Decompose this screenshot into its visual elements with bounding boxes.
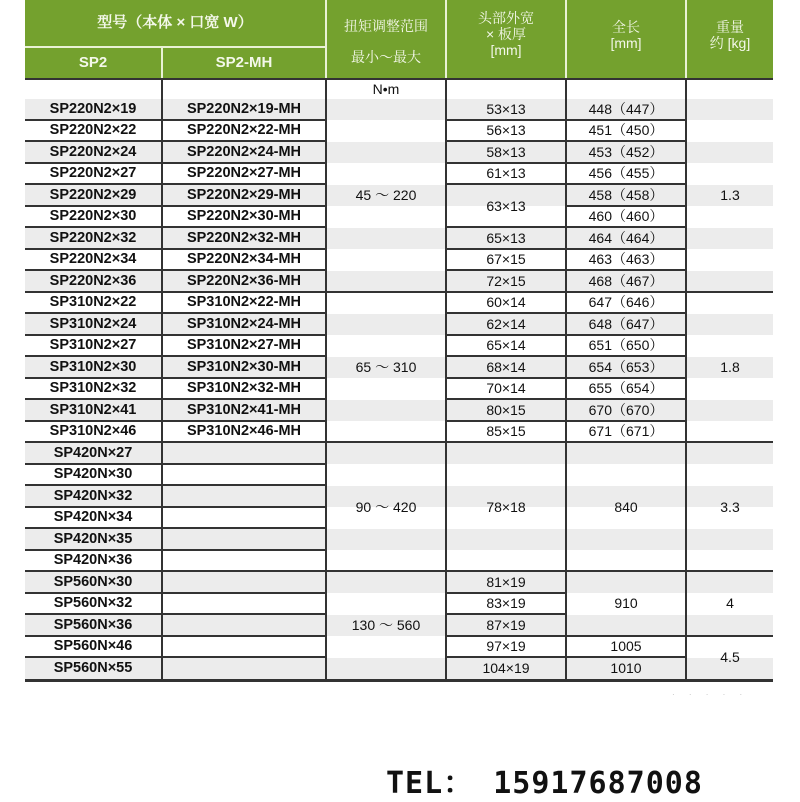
row-rule — [25, 334, 325, 336]
head-size-cell: 97×19 — [486, 638, 526, 655]
group-rule — [565, 205, 687, 207]
sp2-mh-model-cell: SP220N2×19-MH — [186, 100, 302, 117]
length-cell: 460（460） — [588, 208, 664, 225]
length-cell: 840 — [614, 498, 638, 515]
group-rule — [445, 377, 567, 379]
head-size-cell: 63×13 — [486, 197, 526, 214]
group-rule — [565, 355, 687, 357]
head-size-cell: 60×14 — [486, 294, 526, 311]
sp2-model-cell: SP560N×46 — [53, 638, 133, 655]
row-rule — [25, 570, 325, 572]
group-rule — [565, 441, 687, 443]
sp2-model-cell: SP220N2×19 — [49, 100, 137, 117]
length-cell: 671（671） — [588, 423, 664, 440]
length-cell: 1010 — [610, 659, 642, 676]
head-size-cell: 78×18 — [486, 498, 526, 515]
row-rule — [25, 635, 325, 637]
column-rule — [161, 78, 163, 679]
sp2-mh-model-cell — [163, 485, 325, 507]
sp2-mh-model-cell — [163, 636, 325, 658]
sp2-mh-model-cell — [163, 507, 325, 529]
header-torque-title: 扭矩调整范围 — [344, 17, 428, 34]
sp2-model-cell: SP220N2×32 — [49, 229, 137, 246]
head-size-cell: 65×14 — [486, 337, 526, 354]
row-rule — [25, 140, 325, 142]
sp2-model-cell: SP310N2×27 — [49, 337, 137, 354]
contact-phone: TEL： 15917687008 — [386, 766, 703, 801]
row-rule — [25, 205, 325, 207]
torque-range-cell: 65 ～ 310 — [355, 358, 417, 375]
faint-footnote-marks: · · · · · — [672, 690, 749, 699]
header-divider — [325, 0, 327, 78]
sp2-model-cell: SP310N2×22 — [49, 294, 137, 311]
sp2-model-cell: SP560N×55 — [53, 659, 133, 676]
sp2-mh-model-cell: SP310N2×41-MH — [186, 401, 302, 418]
header-divider — [161, 48, 163, 78]
head-size-cell: 70×14 — [486, 380, 526, 397]
group-rule — [445, 441, 567, 443]
group-rule — [565, 312, 687, 314]
header-length — [567, 0, 685, 78]
sp2-model-cell: SP220N2×24 — [49, 143, 137, 160]
sp2-model-cell: SP310N2×46 — [49, 423, 137, 440]
group-rule — [565, 226, 687, 228]
group-rule — [685, 291, 773, 293]
group-rule — [565, 119, 687, 121]
sp2-mh-model-cell: SP310N2×24-MH — [186, 315, 302, 332]
group-rule — [445, 291, 567, 293]
group-rule — [445, 635, 567, 637]
torque-range-cell: 130 ～ 560 — [351, 616, 421, 633]
row-rule — [25, 463, 325, 465]
group-rule — [325, 570, 447, 572]
head-size-cell: 72×15 — [486, 272, 526, 289]
group-rule — [445, 162, 567, 164]
header-head-line3: [mm] — [490, 42, 522, 58]
head-size-cell: 61×13 — [486, 165, 526, 182]
header-divider — [445, 0, 447, 78]
header-head-line1: 头部外宽 — [478, 10, 534, 26]
row-rule — [25, 592, 325, 594]
length-cell: 670（670） — [588, 401, 664, 418]
row-rule — [25, 312, 325, 314]
sp2-mh-model-cell — [163, 550, 325, 572]
length-cell: 655（654） — [588, 380, 664, 397]
column-rule — [685, 78, 687, 679]
row-rule — [25, 398, 325, 400]
sp2-model-cell: SP420N×30 — [53, 466, 133, 483]
torque-range-cell: 45 ～ 220 — [355, 186, 417, 203]
sp2-mh-model-cell — [163, 593, 325, 615]
row-rule — [25, 119, 325, 121]
weight-cell: 3.3 — [720, 498, 740, 515]
length-cell: 1005 — [610, 638, 642, 655]
sp2-model-cell: SP420N×35 — [53, 530, 133, 547]
row-rule — [25, 291, 325, 293]
head-size-cell: 80×15 — [486, 401, 526, 418]
length-cell: 648（647） — [588, 315, 664, 332]
sp2-mh-model-cell — [163, 571, 325, 593]
group-rule — [565, 140, 687, 142]
group-rule — [325, 291, 447, 293]
head-size-cell: 58×13 — [486, 143, 526, 160]
row-rule — [25, 162, 325, 164]
group-rule — [565, 635, 687, 637]
group-rule — [685, 570, 773, 572]
header-col-sp2: SP2 — [25, 48, 161, 78]
group-rule — [445, 269, 567, 271]
group-rule — [565, 269, 687, 271]
group-rule — [445, 140, 567, 142]
sp2-model-cell: SP220N2×27 — [49, 165, 137, 182]
sp2-mh-model-cell: SP310N2×46-MH — [186, 423, 302, 440]
length-cell: 458（458） — [588, 186, 664, 203]
header-torque — [327, 0, 445, 78]
length-cell: 464（464） — [588, 229, 664, 246]
group-rule — [445, 656, 567, 658]
sp2-model-cell: SP420N×36 — [53, 552, 133, 569]
group-rule — [565, 656, 687, 658]
length-cell: 647（646） — [588, 294, 664, 311]
sp2-model-cell: SP220N2×36 — [49, 272, 137, 289]
row-rule — [25, 506, 325, 508]
sp2-mh-model-cell: SP220N2×24-MH — [186, 143, 302, 160]
sp2-mh-model-cell: SP220N2×36-MH — [186, 272, 302, 289]
sp2-model-cell: SP420N×34 — [53, 509, 133, 526]
column-rule — [325, 78, 327, 679]
header-divider — [25, 46, 325, 48]
group-rule — [445, 613, 567, 615]
head-size-cell: 62×14 — [486, 315, 526, 332]
sp2-mh-model-cell — [163, 464, 325, 486]
header-torque-sub: 最小～最大 — [351, 48, 421, 65]
sp2-mh-model-cell — [163, 528, 325, 550]
row-rule — [25, 527, 325, 529]
sp2-mh-model-cell — [163, 657, 325, 679]
sp2-mh-model-cell: SP220N2×34-MH — [186, 251, 302, 268]
header-length-line2: [mm] — [610, 35, 642, 51]
sp2-mh-model-cell: SP220N2×32-MH — [186, 229, 302, 246]
row-rule — [25, 226, 325, 228]
sp2-mh-model-cell: SP310N2×27-MH — [186, 337, 302, 354]
sp2-mh-model-cell: SP220N2×27-MH — [186, 165, 302, 182]
row-rule — [25, 441, 325, 443]
head-size-cell: 65×13 — [486, 229, 526, 246]
sp2-mh-model-cell: SP310N2×32-MH — [186, 380, 302, 397]
length-cell: 456（455） — [588, 165, 664, 182]
row-rule — [25, 420, 325, 422]
row-rule — [25, 549, 325, 551]
sp2-model-cell: SP220N2×34 — [49, 251, 137, 268]
sp2-model-cell: SP560N×30 — [53, 573, 133, 590]
column-rule — [445, 78, 447, 679]
head-size-cell: 83×19 — [486, 595, 526, 612]
weight-cell: 4.5 — [720, 649, 740, 665]
group-rule — [445, 334, 567, 336]
length-cell: 451（450） — [588, 122, 664, 139]
group-rule — [445, 226, 567, 228]
sp2-model-cell: SP310N2×41 — [49, 401, 137, 418]
row-rule — [25, 248, 325, 250]
header-weight-line1: 重量 — [716, 19, 744, 35]
row-rule — [25, 269, 325, 271]
group-rule — [685, 635, 773, 637]
group-rule — [445, 420, 567, 422]
group-rule — [685, 441, 773, 443]
header-divider — [565, 0, 567, 78]
group-rule — [565, 570, 687, 572]
head-size-cell: 67×15 — [486, 251, 526, 268]
row-rule — [25, 183, 325, 185]
group-rule — [445, 312, 567, 314]
header-length-line1: 全长 — [612, 19, 640, 35]
sp2-mh-model-cell: SP310N2×30-MH — [186, 358, 302, 375]
sp2-model-cell: SP560N×32 — [53, 595, 133, 612]
row-rule — [25, 355, 325, 357]
group-rule — [445, 183, 567, 185]
head-size-cell: 68×14 — [486, 358, 526, 375]
header-weight — [687, 0, 773, 78]
table-bottom-rule — [25, 679, 773, 682]
length-cell: 654（653） — [588, 358, 664, 375]
weight-cell: 4 — [726, 595, 734, 612]
row-rule — [25, 377, 325, 379]
length-cell: 651（650） — [588, 337, 664, 354]
column-rule — [565, 78, 567, 679]
sp2-model-cell: SP310N2×30 — [49, 358, 137, 375]
sp2-model-cell: SP220N2×30 — [49, 208, 137, 225]
head-size-cell: 53×13 — [486, 100, 526, 117]
group-rule — [565, 162, 687, 164]
group-rule — [565, 398, 687, 400]
length-cell: 910 — [614, 595, 638, 612]
group-rule — [445, 592, 567, 594]
head-size-cell: 87×19 — [486, 616, 526, 633]
group-rule — [445, 248, 567, 250]
header-divider — [685, 0, 687, 78]
sp2-mh-model-cell — [163, 442, 325, 464]
head-size-cell: 85×15 — [486, 423, 526, 440]
group-rule — [565, 248, 687, 250]
sp2-model-cell: SP220N2×29 — [49, 186, 137, 203]
length-cell: 468（467） — [588, 272, 664, 289]
header-head-size — [447, 0, 565, 78]
length-cell: 453（452） — [588, 143, 664, 160]
sp2-mh-model-cell: SP220N2×22-MH — [186, 122, 302, 139]
head-size-cell: 56×13 — [486, 122, 526, 139]
row-rule — [25, 613, 325, 615]
group-rule — [325, 441, 447, 443]
group-rule — [565, 377, 687, 379]
sp2-mh-model-cell — [163, 614, 325, 636]
length-cell: 463（463） — [588, 251, 664, 268]
group-rule — [565, 291, 687, 293]
weight-cell: 1.8 — [720, 358, 740, 375]
sp2-mh-model-cell: SP310N2×22-MH — [186, 294, 302, 311]
sp2-model-cell: SP310N2×24 — [49, 315, 137, 332]
row-rule — [25, 484, 325, 486]
header-weight-line2: 约 [kg] — [709, 35, 751, 51]
sp2-model-cell: SP560N×36 — [53, 616, 133, 633]
header-head-line2: × 板厚 — [485, 26, 527, 42]
group-rule — [445, 398, 567, 400]
sp2-model-cell: SP420N×32 — [53, 487, 133, 504]
head-size-cell: 81×19 — [486, 573, 526, 590]
sp2-model-cell: SP220N2×22 — [49, 122, 137, 139]
torque-unit: N•m — [372, 81, 400, 97]
group-rule — [565, 183, 687, 185]
group-rule — [445, 119, 567, 121]
sp2-mh-model-cell: SP220N2×29-MH — [186, 186, 302, 203]
sp2-mh-model-cell: SP220N2×30-MH — [186, 208, 302, 225]
torque-range-cell: 90 ～ 420 — [355, 498, 417, 515]
length-cell: 448（447） — [588, 100, 664, 117]
group-rule — [445, 570, 567, 572]
group-rule — [445, 355, 567, 357]
sp2-model-cell: SP420N×27 — [53, 444, 133, 461]
weight-cell: 1.3 — [720, 186, 740, 203]
header-model-group: 型号（本体 × 口宽 W） — [25, 0, 325, 46]
group-rule — [565, 334, 687, 336]
sp2-model-cell: SP310N2×32 — [49, 380, 137, 397]
header-col-sp2-mh: SP2-MH — [163, 48, 325, 78]
row-rule — [25, 656, 325, 658]
head-size-cell: 104×19 — [482, 659, 530, 676]
group-rule — [565, 420, 687, 422]
